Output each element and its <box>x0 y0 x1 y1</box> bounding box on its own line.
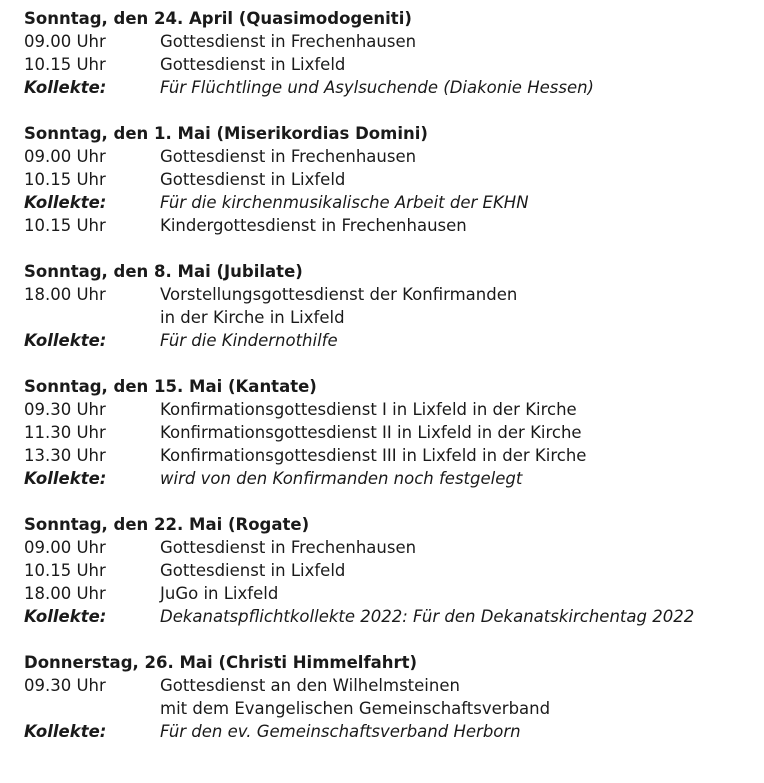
service-time: 18.00 Uhr <box>24 584 106 603</box>
service-row <box>24 283 764 306</box>
service-time: 13.30 Uhr <box>24 446 106 465</box>
service-time: 10.15 Uhr <box>24 170 106 189</box>
service-time: 09.30 Uhr <box>24 400 106 419</box>
service-description: Gottesdienst in Lixfeld <box>160 55 346 74</box>
service-time: 11.30 Uhr <box>24 423 106 442</box>
service-description: Gottesdienst in Frechenhausen <box>160 32 417 51</box>
service-description: Konfirmationsgottesdienst III in Lixfeld in der Kirche <box>160 446 587 465</box>
service-row <box>24 536 764 559</box>
kollekte-purpose: Für Flüchtlinge und Asylsuchende (Diakonie Hessen) <box>160 78 594 97</box>
service-row <box>24 421 764 444</box>
service-day-heading: Sonntag, den 1. Mai (Miserikordias Domini) <box>24 124 428 143</box>
service-row <box>24 559 764 582</box>
kollekte-row <box>24 76 764 99</box>
kollekte-row <box>24 605 764 628</box>
service-description: Kindergottesdienst in Frechenhausen <box>160 216 467 235</box>
service-description: Gottesdienst in Lixfeld <box>160 561 346 580</box>
service-description: Gottesdienst an den Wilhelmsteinen <box>160 676 460 695</box>
service-day-section <box>24 260 764 352</box>
service-day-heading: Sonntag, den 24. April (Quasimodogeniti) <box>24 9 412 28</box>
service-description: Vorstellungsgottesdienst der Konfirmanden <box>160 285 518 304</box>
service-day-section <box>24 513 764 628</box>
service-day-section <box>24 7 764 99</box>
service-description: Konfirmationsgottesdienst I in Lixfeld in der Kirche <box>160 400 577 419</box>
service-time: 10.15 Uhr <box>24 561 106 580</box>
service-row <box>24 697 764 720</box>
service-time: 09.00 Uhr <box>24 538 106 557</box>
service-row <box>24 398 764 421</box>
service-day-section <box>24 375 764 490</box>
service-time <box>24 306 160 329</box>
kollekte-label: Kollekte: <box>24 193 107 212</box>
service-row <box>24 306 764 329</box>
service-row <box>24 168 764 191</box>
kollekte-purpose: Für die Kindernothilfe <box>160 331 338 350</box>
service-description: Konfirmationsgottesdienst II in Lixfeld in der Kirche <box>160 423 582 442</box>
service-day-heading: Sonntag, den 22. Mai (Rogate) <box>24 515 310 534</box>
service-time: 10.15 Uhr <box>24 216 106 235</box>
service-description: Gottesdienst in Frechenhausen <box>160 538 417 557</box>
kollekte-label: Kollekte: <box>24 469 107 488</box>
kollekte-purpose: wird von den Konfirmanden noch festgelegt <box>160 469 523 488</box>
service-description: Gottesdienst in Lixfeld <box>160 170 346 189</box>
kollekte-purpose: Für den ev. Gemeinschaftsverband Herborn <box>160 722 521 741</box>
service-time <box>24 697 160 720</box>
service-row <box>24 30 764 53</box>
kollekte-row <box>24 329 764 352</box>
kollekte-row <box>24 191 764 214</box>
service-day-section <box>24 122 764 237</box>
service-description: in der Kirche in Lixfeld <box>160 308 345 327</box>
kollekte-label: Kollekte: <box>24 331 107 350</box>
service-day-heading: Donnerstag, 26. Mai (Christi Himmelfahrt) <box>24 653 418 672</box>
service-day-section <box>24 651 764 743</box>
service-row <box>24 214 764 237</box>
service-time: 10.15 Uhr <box>24 55 106 74</box>
kollekte-label: Kollekte: <box>24 78 107 97</box>
service-time: 09.00 Uhr <box>24 32 106 51</box>
service-time: 09.00 Uhr <box>24 147 106 166</box>
service-description: Gottesdienst in Frechenhausen <box>160 147 417 166</box>
kollekte-label: Kollekte: <box>24 607 107 626</box>
service-row <box>24 582 764 605</box>
service-row <box>24 444 764 467</box>
kollekte-label: Kollekte: <box>24 722 107 741</box>
kollekte-row <box>24 720 764 743</box>
service-row <box>24 145 764 168</box>
service-description: mit dem Evangelischen Gemeinschaftsverband <box>160 699 551 718</box>
service-day-heading: Sonntag, den 15. Mai (Kantate) <box>24 377 317 396</box>
service-row <box>24 53 764 76</box>
service-day-heading: Sonntag, den 8. Mai (Jubilate) <box>24 262 303 281</box>
kollekte-purpose: Dekanatspflichtkollekte 2022: Für den Dekanatskirchentag 2022 <box>160 607 695 626</box>
service-row <box>24 674 764 697</box>
service-time: 09.30 Uhr <box>24 676 106 695</box>
service-time: 18.00 Uhr <box>24 285 106 304</box>
kollekte-purpose: Für die kirchenmusikalische Arbeit der EKHN <box>160 193 529 212</box>
kollekte-row <box>24 467 764 490</box>
service-description: JuGo in Lixfeld <box>160 584 279 603</box>
